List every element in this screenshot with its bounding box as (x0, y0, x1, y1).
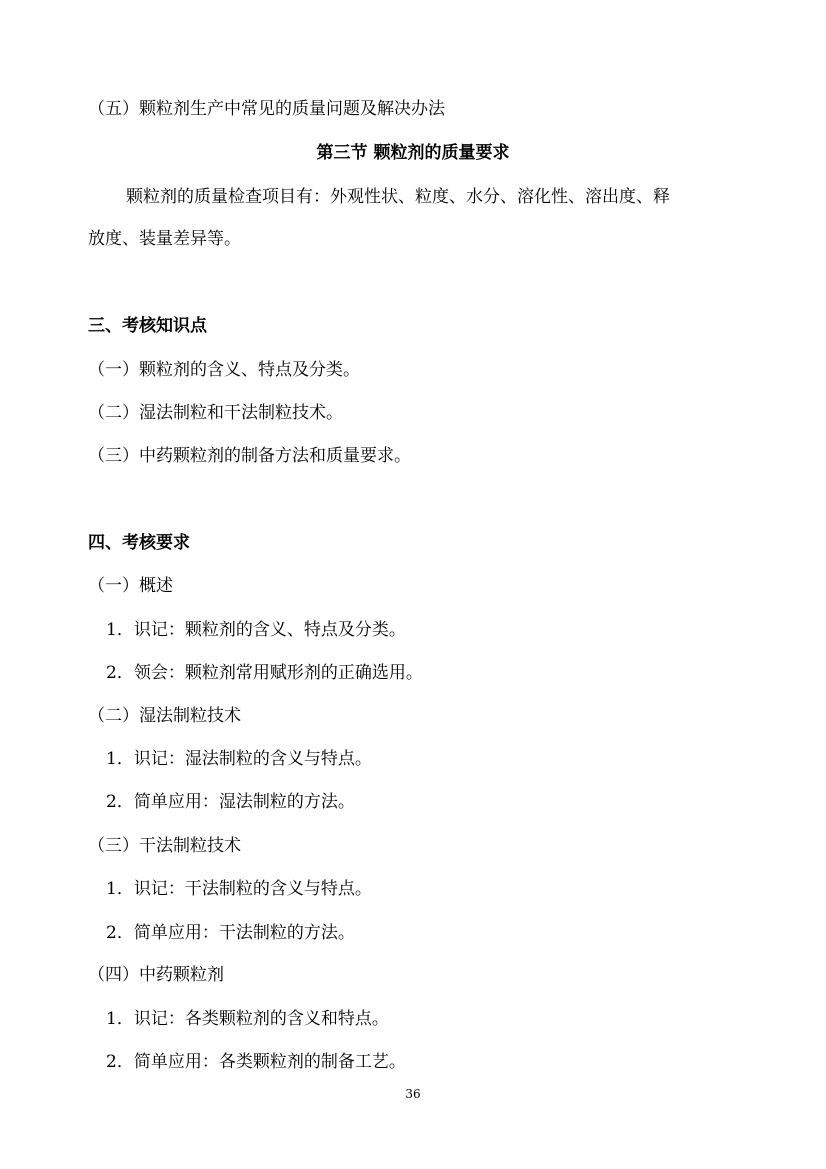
requirement-group-title: （二）湿法制粒技术 (88, 706, 241, 726)
requirement-item: 2．领会：颗粒剂常用赋形剂的正确选用。 (106, 663, 423, 683)
requirement-group-title: （四）中药颗粒剂 (88, 965, 224, 985)
requirement-item: 2．简单应用：湿法制粒的方法。 (106, 792, 355, 812)
page-number: 36 (405, 1087, 421, 1101)
section-five-heading: （五）颗粒剂生产中常见的质量问题及解决办法 (88, 99, 445, 119)
requirement-item: 2．简单应用：干法制粒的方法。 (106, 923, 355, 943)
requirement-item: 1．识记：湿法制粒的含义与特点。 (106, 749, 372, 769)
knowledge-heading: 三、考核知识点 (88, 316, 207, 336)
quality-paragraph-line-1: 颗粒剂的质量检查项目有：外观性状、粒度、水分、溶化性、溶出度、释 (126, 187, 670, 207)
knowledge-item: （一）颗粒剂的含义、特点及分类。 (88, 360, 360, 380)
requirement-item: 2．简单应用：各类颗粒剂的制备工艺。 (106, 1052, 406, 1072)
knowledge-item: （三）中药颗粒剂的制备方法和质量要求。 (88, 446, 411, 466)
requirement-item: 1．识记：各类颗粒剂的含义和特点。 (106, 1009, 389, 1029)
section-three-title: 第三节 颗粒剂的质量要求 (316, 143, 510, 163)
knowledge-item: （二）湿法制粒和干法制粒技术。 (88, 403, 343, 423)
requirement-group-title: （三）干法制粒技术 (88, 836, 241, 856)
requirement-item: 1．识记：颗粒剂的含义、特点及分类。 (106, 620, 406, 640)
quality-paragraph-line-2: 放度、装量差异等。 (88, 229, 241, 249)
requirement-item: 1．识记：干法制粒的含义与特点。 (106, 879, 372, 899)
requirements-heading: 四、考核要求 (88, 533, 190, 553)
requirement-group-title: （一）概述 (88, 576, 173, 596)
